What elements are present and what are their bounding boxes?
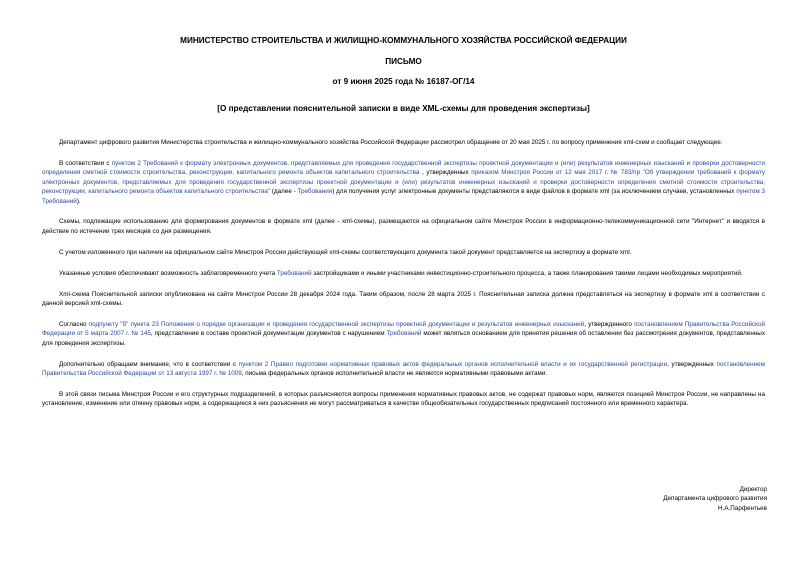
link-resolution-145[interactable]: постановлением Правительства Российской Федерации от 5 марта 2007 г. № 145	[42, 320, 766, 338]
link-requirements-p7[interactable]: Требований	[386, 330, 422, 338]
p7-text-1: Согласно	[59, 320, 89, 328]
signature-block	[663, 485, 767, 513]
paragraph-1	[42, 138, 765, 147]
paragraph-9	[42, 390, 765, 409]
p8-text-3: , письма федеральных органов исполнительной власти не являются нормативными правовыми актами.	[241, 370, 548, 377]
paragraph-6	[42, 290, 765, 309]
p2-text-2: , утвержденных	[419, 169, 472, 177]
link-resolution-1009[interactable]: постановлением Правительства Российской Федерации от 13 августа 1997 г. № 1009	[42, 360, 766, 377]
p2-text-4: ) для получения услуг электронные документы представляются в виде файлов в формате xml (за исключением случаев, установленных	[332, 188, 737, 196]
paragraph-3-text: Схемы, подлежащие использованию для формирования документов в формате xml (далее - xml-схемы), размещаются на официальном сайте Минстроя России в информационно-телекоммуникационной сети "Интернет" и вводятся в действие по истечении трех месяцев со дня размещения.	[42, 218, 765, 235]
paragraph-3	[42, 217, 765, 236]
paragraph-2	[42, 159, 765, 206]
link-requirements-p5[interactable]: Требований	[276, 269, 312, 277]
p5-text-1: Указанные условия обеспечивают возможность заблаговременного учета	[59, 269, 277, 277]
paragraph-5	[42, 269, 765, 278]
link-rules-item-2[interactable]: пунктом 2 Правил подготовки нормативных правовых актов федеральных органов исполнительной власти и их государственной регистрации	[238, 360, 668, 368]
p8-text-1: Дополнительно обращаем внимание, что в соответствии с	[59, 360, 239, 368]
doc-subject: [О представлении пояснительной записки в виде XML-схемы для проведения экспертизы]	[217, 104, 590, 113]
link-regulation-item-23[interactable]: подпункту "б" пункта 23 Положения о порядке организации и проведения государственной экспертизы проектной документации и результатов инженерных изысканий	[88, 320, 585, 328]
p7-text-2: , утвержденного	[584, 320, 635, 328]
p2-text-5: ).	[76, 197, 81, 205]
p8-text-2: , утвержденных	[667, 360, 717, 368]
link-requirements-item-3[interactable]: пунктом 3 Требований	[42, 188, 766, 205]
doc-date-number: от 9 июня 2025 года № 16187-ОГ/14	[332, 77, 475, 86]
signature-position: Директор	[739, 486, 767, 493]
link-order-783[interactable]: приказом Минстроя России от 12 мая 2017 г. № 783/пр "Об утверждении требований к формату электронных документов, представляемых для проведения государственной экспертизы проектной документации и (или) результатов инженерных изысканий и проверки достоверности определения сметной стоимости строительства, реконструкции, капитального ремонта объектов капитального строительства"	[42, 169, 765, 196]
paragraph-8	[42, 360, 765, 379]
paragraph-1-text: Департамент цифрового развития Министерства строительства и жилищно-коммунального хозяйства Российской Федерации рассмотрел обращение от 20 мая 2025 г. по вопросу применения xml-схем и сообщает следующее.	[59, 139, 723, 146]
paragraph-6-text: Xml-схема Пояснительной записки опубликована на сайте Минстроя России 28 декабря 2024 года. Таким образом, после 28 марта 2025 г. Пояснительная записка должна представляться на экспертизу в формате xml в соответствии с данной версией xml-схемы.	[42, 290, 765, 307]
doc-type: ПИСЬМО	[385, 57, 422, 66]
ministry-title: МИНИСТЕРСТВО СТРОИТЕЛЬСТВА И ЖИЛИЩНО-КОММУНАЛЬНОГО ХОЗЯЙСТВА РОССИЙСКОЙ ФЕДЕРАЦИИ	[180, 36, 627, 45]
paragraph-9-text: В этой связи письма Минстроя России и его структурных подразделений, в которых разъясняются вопросы применения нормативных правовых актов, не содержат правовых норм, являются позицией Минстроя России, не направлены на установление, изменение или отмену правовых норм, а содержащиеся в них разъяснения не могут рассматриваться в качестве общеобязательных государственных предписаний постоянного или временного характера.	[42, 390, 765, 408]
letter-body	[42, 138, 765, 420]
link-requirements-item-2[interactable]: пунктом 2 Требований к формату электронных документов, представляемых для проведения государственной экспертизы проектной документации и (или) результатов инженерных изысканий и проверки достоверности определения сметной стоимости строительства, реконструкции, капитального ремонта объектов капитального строительства	[42, 159, 765, 177]
p7-text-3: , представление в составе проектной документации документов с нарушением	[150, 330, 387, 338]
p2-text-3: (далее -	[270, 188, 298, 196]
paragraph-7	[42, 320, 765, 348]
p5-text-2: застройщиками и иными участниками инвестиционно-строительного процесса, а также планирования такими лицами необходимых мероприятий.	[311, 269, 743, 277]
paragraph-4	[42, 248, 765, 257]
signature-department: Департамента цифрового развития	[663, 495, 767, 503]
signature-name: Н.А.Парфентьев	[718, 504, 767, 512]
link-requirements[interactable]: Требования	[297, 188, 333, 196]
p7-text-4: может являться основанием для принятия решения об оставлении без рассмотрения документов, представленных для проведения экспертизы.	[42, 330, 765, 347]
p2-text-1: В соответствии с	[59, 159, 112, 167]
paragraph-4-text: С учетом изложенного при наличии на официальном сайте Минстроя России действующей xml-схемы соответствующего документа такой документ представляется на экспертизу в формате xml.	[59, 248, 632, 256]
